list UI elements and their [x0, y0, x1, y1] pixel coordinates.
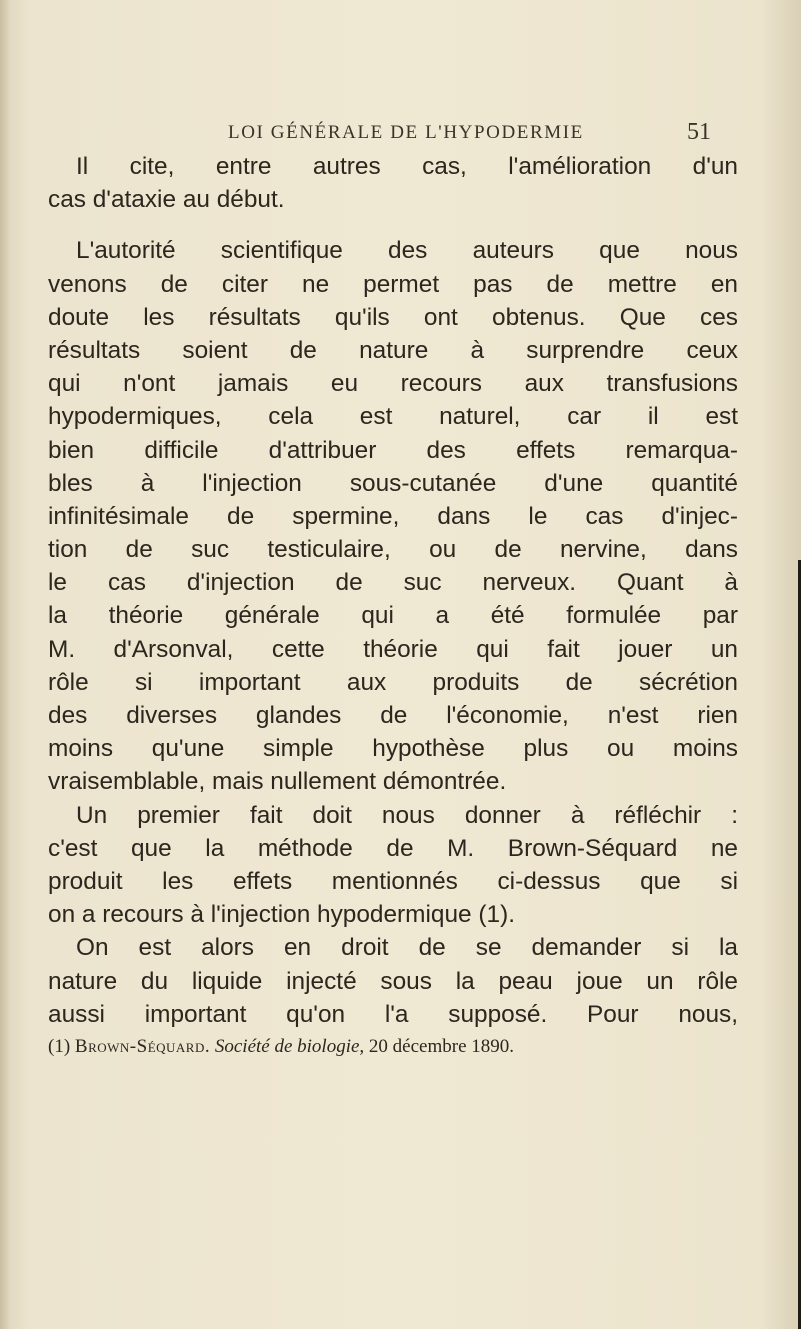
- text-line: c'est que la méthode de M. Brown-Séquard ne: [48, 834, 738, 862]
- footnote-date: 20 décembre 1890.: [368, 1036, 515, 1057]
- paragraph-1: [48, 150, 738, 216]
- text-line: venons de citer ne permet pas de mettre en: [48, 270, 738, 298]
- text-line: doute les résultats qu'ils ont obtenus. Que ces: [48, 303, 738, 331]
- body-text: [48, 150, 738, 1031]
- text-line: le cas d'injection de suc nerveux. Quant à: [48, 569, 738, 597]
- paragraph-4: [48, 931, 738, 1031]
- paragraph-2: [48, 234, 738, 798]
- page-number: 51: [687, 119, 711, 145]
- paragraph-3: [48, 799, 738, 932]
- footnote: [48, 1036, 738, 1058]
- running-title: LOI GÉNÉRALE DE L'HYPODERMIE: [228, 122, 584, 143]
- text-line: tion de suc testiculaire, ou de nervine, dans: [48, 536, 738, 564]
- text-line: Un premier fait doit nous donner à réfléchir :: [76, 801, 738, 829]
- footnote-author: Brown-Séquard.: [74, 1036, 211, 1057]
- text-line: on a recours à l'injection hypodermique (1).: [48, 901, 515, 929]
- footnote-source: Société de biologie,: [214, 1036, 365, 1057]
- text-line: M. d'Arsonval, cette théorie qui fait jouer un: [48, 635, 738, 663]
- text-line: infinitésimale de spermine, dans le cas d'injec-: [48, 502, 738, 530]
- text-line: hypodermiques, cela est naturel, car il est: [48, 403, 738, 431]
- text-line: résultats soient de nature à surprendre ceux: [48, 336, 738, 364]
- text-line: produit les effets mentionnés ci-dessus que si: [48, 867, 738, 895]
- footnote-marker: (1): [48, 1036, 71, 1057]
- text-line: bien difficile d'attribuer des effets remarqua-: [48, 436, 738, 464]
- text-line: L'autorité scientifique des auteurs que nous: [76, 237, 738, 265]
- text-line: nature du liquide injecté sous la peau joue un rôle: [48, 967, 738, 995]
- text-line: bles à l'injection sous-cutanée d'une quantité: [48, 469, 738, 497]
- page-gutter-shadow: [0, 0, 10, 1329]
- text-line: la théorie générale qui a été formulée par: [48, 602, 738, 630]
- text-line: aussi important qu'on l'a supposé. Pour nous,: [48, 1000, 738, 1028]
- text-line: qui n'ont jamais eu recours aux transfusions: [48, 370, 738, 398]
- text-line: Il cite, entre autres cas, l'amélioration d'un: [76, 153, 738, 180]
- text-line: vraisemblable, mais nullement démontrée.: [48, 768, 507, 796]
- text-line: rôle si important aux produits de sécrétion: [48, 668, 738, 696]
- text-line: On est alors en droit de se demander si la: [76, 934, 738, 962]
- running-head: [0, 119, 801, 152]
- text-line: cas d'ataxie au début.: [48, 186, 285, 214]
- text-line: des diverses glandes de l'économie, n'est rien: [48, 702, 738, 729]
- text-line: moins qu'une simple hypothèse plus ou moins: [48, 735, 738, 763]
